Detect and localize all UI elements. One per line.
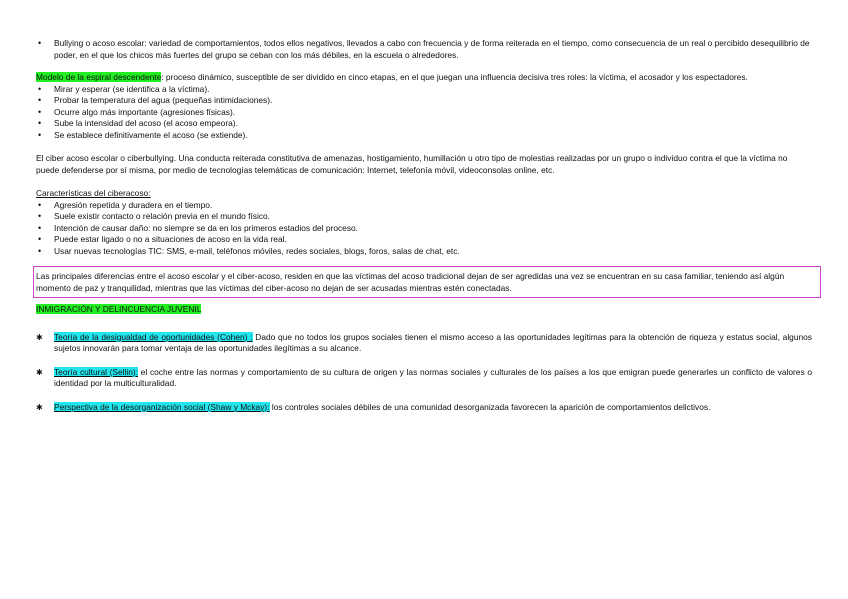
spiral-paragraph <box>36 72 812 84</box>
cyber-differences-text: Las principales diferencias entre el acoso escolar y el ciber-acoso, residen en que las víctimas del acoso tradicional dejan de ser agredidas una vez se encuentran en su casa familiar, teniendo así algún momento de paz y tranquilidad, mientras que las víctimas del ciber-acoso no dejan de ser acusadas mientras estén conectadas. <box>36 271 785 293</box>
theory-item <box>36 402 812 414</box>
spiral-stage: • Ocurre algo más importante (agresiones físicas). <box>36 107 812 119</box>
bullying-item <box>36 38 812 61</box>
cyber-differences-box <box>33 266 821 298</box>
theory-title: Perspectiva de la desorganización social (Shaw y Mckay): <box>54 401 270 412</box>
cyber-feature-list <box>36 200 812 258</box>
cyber-feature: • Usar nuevas tecnologías TIC: SMS, e-mail, teléfonos móviles, redes sociales, blogs, foros, salas de chat, etc. <box>36 246 812 258</box>
theory-text: el coche entre las normas y comportamiento de su cultura de origen y las normas sociales y culturales de los países a los que emigran puede generarles un conflicto de valores o identidad por la multiculturalidad. <box>54 366 812 388</box>
cyber-feature: • Suele existir contacto o relación previa en el mundo físico. <box>36 211 812 223</box>
theory-text: Dado que no todos los grupos sociales tienen el mismo acceso a las oportunidades legítimas para la obtención de riqueza y estatus social, algunos sujetos innovarán para tomar ventaja de las oportunidades ilegítimas a su alcance. <box>54 331 812 353</box>
theory-title: Teoría cultural (Sellin): <box>54 366 139 377</box>
bullying-text: Bullying o acoso escolar: variedad de comportamientos, todos ellos negativos, llevados a cabo con frecuencia y de forma reiterada en el tiempo, como consecuencia de un real o percibido desequilibrio de poder, en el que los chicos más fuertes del grupo se ceban con los más débiles, en la escuela o alrededores. <box>54 38 810 60</box>
spiral-stage: • Sube la intensidad del acoso (el acoso empeora). <box>36 118 812 130</box>
theory-title: Teoría de la desigualdad de oportunidades (Cohen) : <box>54 331 253 342</box>
spiral-intro: : proceso dinámico, susceptible de ser dividido en cinco etapas, en el que juegan una influencia decisiva tres roles: la víctima, el acosador y los espectadores. <box>161 72 748 82</box>
spiral-stage: • Mirar y esperar (se identifica a la víctima). <box>36 84 812 96</box>
theory-item <box>36 367 812 390</box>
theory-item <box>36 332 812 355</box>
cyber-definition: El ciber acoso escolar o ciberbullying. Una conducta reiterada constitutiva de amenazas, hostigamiento, humillación u otro tipo de molestias realizadas por un grupo o individuo contra el que la víctima no puede defenderse por sí misma, por medio de tecnologías telemáticas de comunicación: Internet, telefonía móvil, videoconsolas online, etc. <box>36 153 788 175</box>
immigration-heading-line <box>36 304 812 316</box>
cyber-feature: • Agresión repetida y duradera en el tiempo. <box>36 200 812 212</box>
spiral-stage-list <box>36 84 812 142</box>
spiral-stage: • Se establece definitivamente el acoso (se extiende). <box>36 130 812 142</box>
cyber-feature: • Intención de causar daño: no siempre se da en los primeros estadios del proceso. <box>36 223 812 235</box>
immigration-heading: INMIGRACIÓN Y DELINCUENCIA JUVENIL <box>36 304 202 314</box>
theory-text: los controles sociales débiles de una comunidad desorganizada favorecen la aparición de comportamientos delictivos. <box>269 401 711 412</box>
cyber-features-title: Características del ciberacoso: <box>36 188 151 198</box>
document-page <box>36 38 812 413</box>
spiral-stage: • Probar la temperatura del agua (pequeñas intimidaciones). <box>36 95 812 107</box>
spiral-heading: Modelo de la espiral descendente <box>36 72 162 82</box>
cyber-feature: • Puede estar ligado o no a situaciones de acoso en la vida real. <box>36 234 812 246</box>
